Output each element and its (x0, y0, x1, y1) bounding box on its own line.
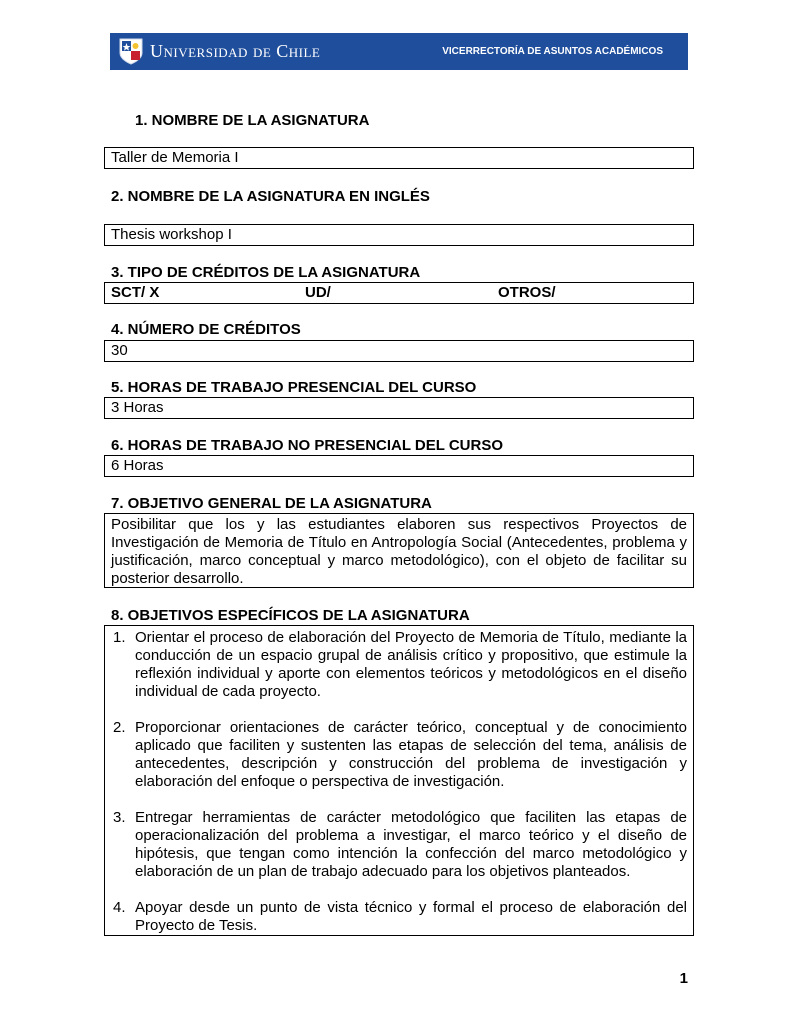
vicerrectoria-title: VICERRECTORÍA DE ASUNTOS ACADÉMICOS (442, 46, 663, 57)
list-item-number: 2. (113, 719, 126, 736)
course-name-english-field: Thesis workshop I (104, 224, 694, 246)
non-presential-hours-field: 6 Horas (104, 455, 694, 477)
list-item (111, 809, 687, 881)
page-number: 1 (679, 970, 688, 987)
header-banner (110, 33, 688, 70)
section-4-title: 4. NÚMERO DE CRÉDITOS (111, 321, 301, 338)
section-8-title: 8. OBJETIVOS ESPECÍFICOS DE LA ASIGNATURA (111, 607, 470, 624)
list-item (111, 899, 687, 935)
specific-objectives-field (104, 625, 694, 936)
credit-type-field (104, 282, 694, 304)
list-item (111, 719, 687, 791)
section-7-title: 7. OBJETIVO GENERAL DE LA ASIGNATURA (111, 495, 432, 512)
section-1-title: 1. NOMBRE DE LA ASIGNATURA (135, 112, 370, 129)
course-name-field: Taller de Memoria I (104, 147, 694, 169)
university-name: Universidad de Chile (150, 41, 321, 61)
list-item-text: Entregar herramientas de carácter metodológico que faciliten las etapas de operacionalización del problema a investigar, el marco teórico y el diseño de hipótesis, que tengan como intención la confección del marco metodológico y elaboración de un plan de trabajo adecuado para los objetivos planteados. (135, 809, 687, 880)
credit-sct: SCT/ X (111, 284, 160, 301)
list-item-text: Orientar el proceso de elaboración del Proyecto de Memoria de Título, mediante la conducción de un espacio grupal de análisis crítico y propositivo, que estimule la reflexión individual y aporte con elementos teóricos y metodológicos en el diseño individual de cada proyecto. (135, 629, 687, 700)
list-item-number: 1. (113, 629, 126, 646)
section-3-title: 3. TIPO DE CRÉDITOS DE LA ASIGNATURA (111, 264, 421, 281)
credits-number-field: 30 (104, 340, 694, 362)
general-objective-field: Posibilitar que los y las estudiantes elaboren sus respectivos Proyectos de Investigación de Memoria de Título en Antropología Social (Antecedentes, problema y justificación, marco conceptual y marco metodológico), con el objeto de facilitar su posterior desarrollo. (104, 513, 694, 588)
list-item (111, 629, 687, 701)
university-crest-icon (118, 37, 144, 66)
list-item-number: 4. (113, 899, 126, 916)
list-item-number: 3. (113, 809, 126, 826)
section-6-title: 6. HORAS DE TRABAJO NO PRESENCIAL DEL CURSO (111, 437, 503, 454)
credit-otros: OTROS/ (498, 284, 556, 301)
list-item-text: Apoyar desde un punto de vista técnico y formal el proceso de elaboración del Proyecto de Tesis. (135, 899, 687, 934)
presential-hours-field: 3 Horas (104, 397, 694, 419)
specific-objectives-list (111, 629, 687, 935)
credit-ud: UD/ (305, 284, 331, 301)
list-item-text: Proporcionar orientaciones de carácter teórico, conceptual y de conocimiento aplicado que faciliten y sustenten las etapas de selección del tema, análisis de antecedentes, descripción y construcción del problema de investigación y elaboración del enfoque o perspectiva de investigación. (135, 719, 687, 790)
section-2-title: 2. NOMBRE DE LA ASIGNATURA EN INGLÉS (111, 188, 430, 205)
section-5-title: 5. HORAS DE TRABAJO PRESENCIAL DEL CURSO (111, 379, 477, 396)
